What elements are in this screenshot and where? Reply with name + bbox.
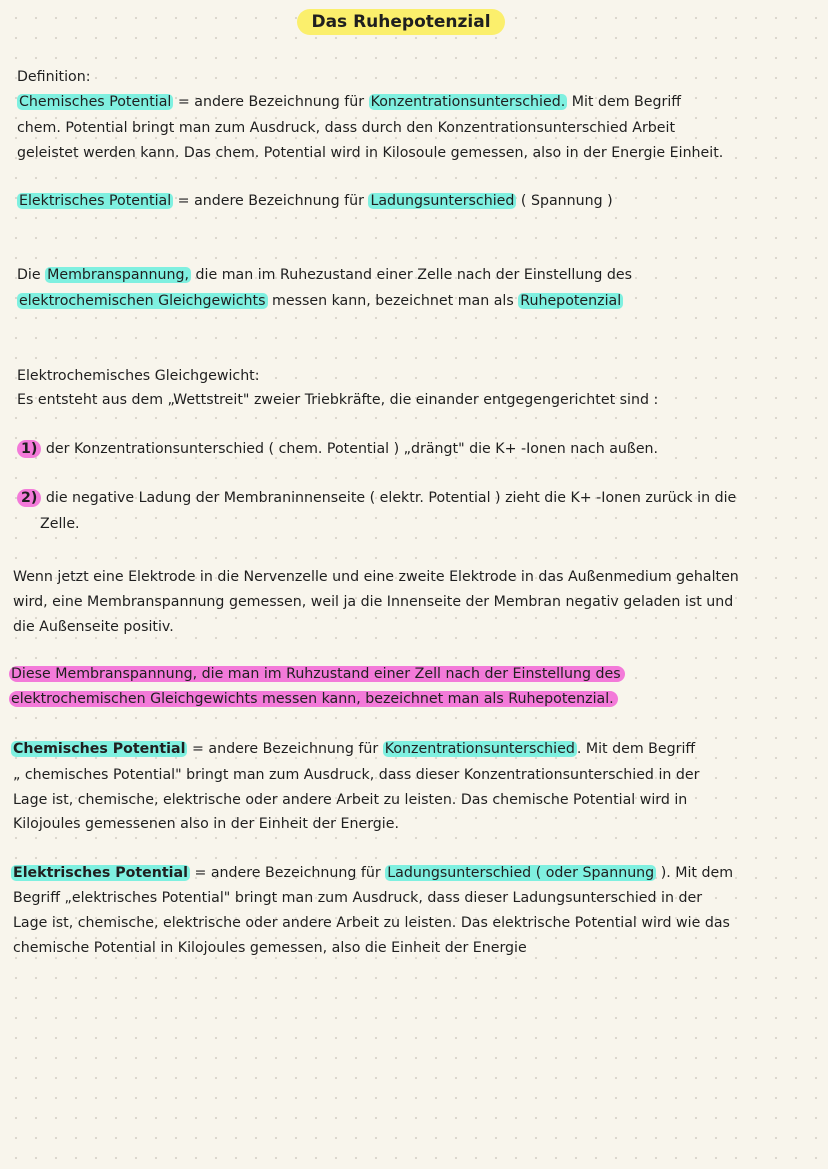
chem2-term: Chemisches Potential [13,741,186,757]
list-number-2: 2) [17,489,41,507]
elek2-keyword: Ladungsunterschied ( oder Spannung [387,865,655,881]
elek2-line-1: Elektrisches Potential = andere Bezeichnung für Ladungsunterschied ( oder Spannung ). Mit dem [13,865,734,881]
elek-term: Elektrisches Potential [19,193,172,209]
chem-def-line-2: chem. Potential bringt man zum Ausdruck, dass durch den Konzentrationsunterschied Arbeit [17,120,676,136]
page-title: Das Ruhepotenzial [0,12,802,32]
elek-def-line: Elektrisches Potential = andere Bezeichnung für Ladungsunterschied ( Spannung ) [19,193,613,209]
chem2-line-4: Kilojoules gemessenen also in der Einheit der Energie. [13,816,399,832]
summary-line-1: Diese Membranspannung, die man im Ruhzustand einer Zell nach der Einstellung des [9,665,809,683]
chem2-keyword: Konzentrationsunterschied [384,741,575,757]
list-number-1: 1) [17,440,41,458]
elektrode-line-1: Wenn jetzt eine Elektrode in die Nervenzelle und eine zweite Elektrode in das Außenmedium gehalten [13,569,739,585]
elek2-term: Elektrisches Potential [13,865,188,881]
list-item-1: 1) der Konzentrationsunterschied ( chem. Potential ) „drängt" die K+ -Ionen nach außen. [17,440,817,458]
elektrode-line-2: wird, eine Membranspannung gemessen, weil ja die Innenseite der Membran negativ geladen ist und [13,594,734,610]
elek-keyword: Ladungsunterschied [370,193,515,209]
list-item-2: 2) die negative Ladung der Membraninnenseite ( elektr. Potential ) zieht die K+ -Ionen zurück in die [17,489,817,507]
membran-keyword: Membranspannung, [47,267,189,283]
elek2-line-3: Lage ist, chemische, elektrische oder andere Arbeit zu leisten. Das elektrische Potential wird wie das [13,915,730,931]
gg-heading: Elektrochemisches Gleichgewicht: [17,368,260,384]
chem-def-line-1: Chemisches Potential = andere Bezeichnung für Konzentrationsunterschied. Mit dem Begriff [19,94,682,110]
elek2-line-4: chemische Potential in Kilojoules gemessen, also die Einheit der Energie [13,940,527,956]
membran-line-2: elektrochemischen Gleichgewichts messen kann, bezeichnet man als Ruhepotenzial [19,293,622,309]
chem2-line-2: „ chemisches Potential" bringt man zum Ausdruck, dass dieser Konzentrationsunterschied in der [13,767,700,783]
chem-keyword: Konzentrationsunterschied. [370,94,566,110]
chem-term: Chemisches Potential [19,94,172,110]
gg-intro: Es entsteht aus dem „Wettstreit" zweier Triebkräfte, die einander entgegengerichtet sind : [17,392,659,408]
chem-def-line-3: geleistet werden kann. Das chem. Potential wird in Kilosoule gemessen, also in der Energie Einheit. [17,145,724,161]
definition-label: Definition: [17,69,91,85]
elektrode-line-3: die Außenseite positiv. [13,619,174,635]
list-item-2-cont: Zelle. [40,516,80,532]
chem2-line-3: Lage ist, chemische, elektrische oder andere Arbeit zu leisten. Das chemische Potential wird in [13,792,688,808]
summary-line-2: elektrochemischen Gleichgewichts messen kann, bezeichnet man als Ruhepotenzial. [9,690,809,708]
ruhepotenzial-keyword: Ruhepotenzial [520,293,622,309]
elek2-line-2: Begriff „elektrisches Potential" bringt man zum Ausdruck, dass dieser Ladungsunterschied in der [13,890,703,906]
chem2-line-1: Chemisches Potential = andere Bezeichnung für Konzentrationsunterschied . Mit dem Begriff [13,741,696,757]
gleichgewicht-keyword: elektrochemischen Gleichgewichts [19,293,266,309]
membran-line-1: Die Membranspannung, die man im Ruhezustand einer Zelle nach der Einstellung des [17,267,632,283]
